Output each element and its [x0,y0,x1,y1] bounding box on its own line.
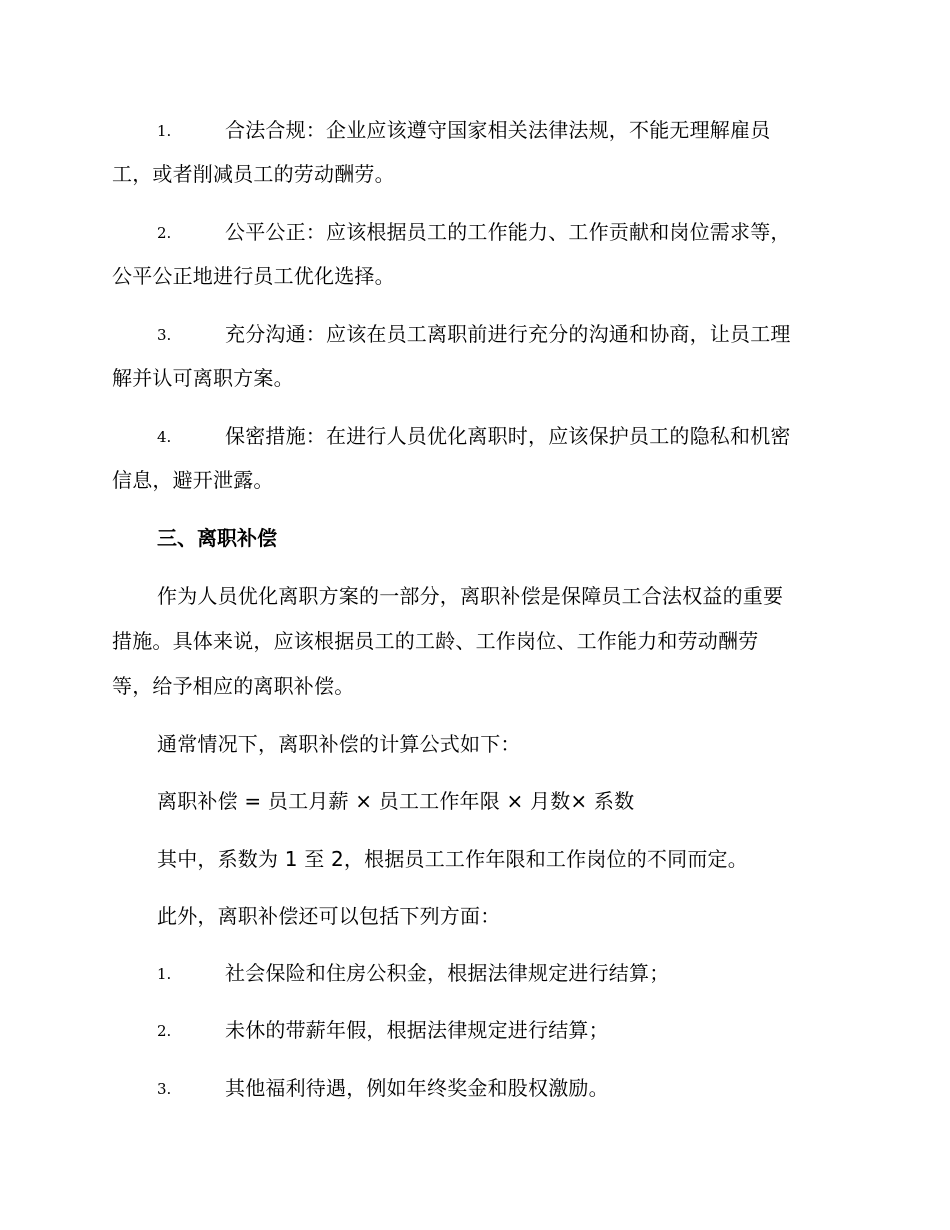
additional-item-text: 其他福利待遇，例如年终奖金和股权激励。 [225,1076,609,1100]
principle-text-line2: 工，或者削减员工的劳动酬劳。 [112,162,395,186]
intro-line2: 措施。具体来说，应该根据员工的工龄、工作岗位、工作能力和劳动酬劳 [112,629,759,653]
list-number: 4. [157,428,172,446]
additional-intro: 此外，离职补偿还可以包括下列方面： [157,904,501,928]
intro-line1: 作为人员优化离职方案的一部分，离职补偿是保障员工合法权益的重要 [157,584,784,608]
principle-text-line2: 公平公正地进行员工优化选择。 [112,264,395,288]
list-number: 3. [157,326,172,344]
coefficient-note: 其中，系数为 1 至 2，根据员工工作年限和工作岗位的不同而定。 [157,847,748,871]
list-number: 2. [157,224,172,242]
principle-text-line1: 合法合规：企业应该遵守国家相关法律法规，不能无理解雇员 [225,118,771,142]
principle-text-line1: 保密措施：在进行人员优化离职时，应该保护员工的隐私和机密 [225,424,791,448]
principle-text-line2: 解并认可离职方案。 [112,366,294,390]
principle-text-line1: 充分沟通：应该在员工离职前进行充分的沟通和协商，让员工理 [225,322,791,346]
additional-item-text: 未休的带薪年假，根据法律规定进行结算； [225,1018,609,1042]
list-number: 1. [157,965,172,983]
list-number: 3. [157,1080,172,1098]
compensation-formula: 离职补偿 = 员工月薪 × 员工工作年限 × 月数× 系数 [157,789,635,813]
additional-item-text: 社会保险和住房公积金，根据法律规定进行结算； [225,961,670,985]
formula-intro: 通常情况下，离职补偿的计算公式如下： [157,732,521,756]
intro-line3: 等，给予相应的离职补偿。 [112,674,355,698]
section-heading: 三、离职补偿 [157,526,277,550]
principle-text-line1: 公平公正：应该根据员工的工作能力、工作贡献和岗位需求等， [225,220,791,244]
principle-text-line2: 信息，避开泄露。 [112,468,274,492]
list-number: 1. [157,122,172,140]
list-number: 2. [157,1022,172,1040]
